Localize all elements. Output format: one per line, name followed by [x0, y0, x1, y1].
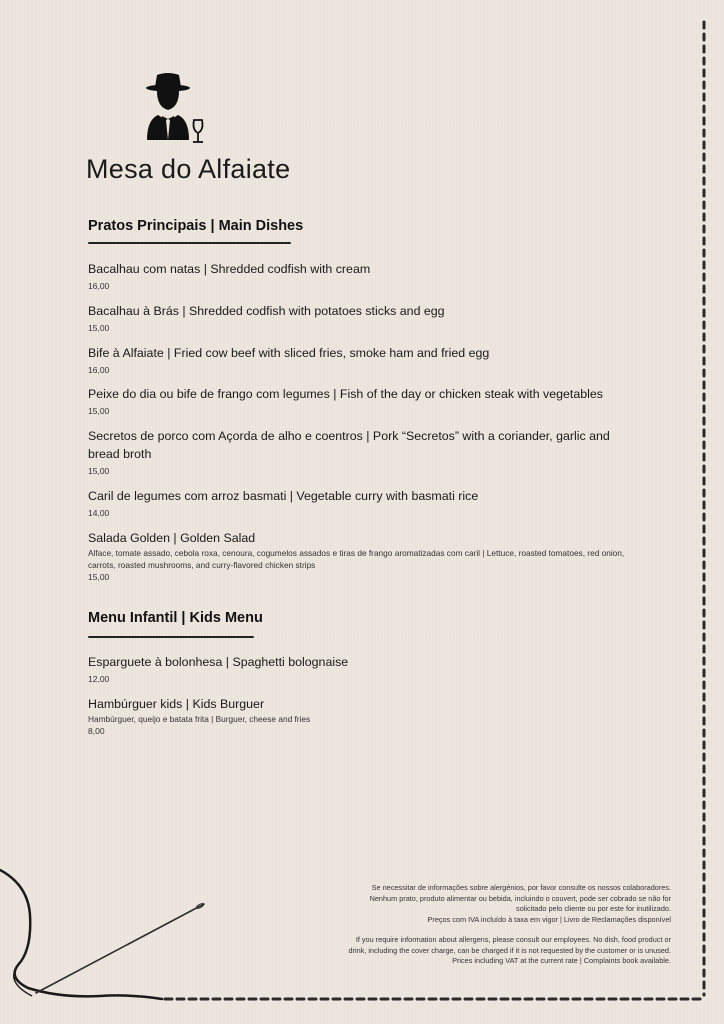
- item-name: Bacalhau à Brás | Shredded codfish with potatoes sticks and egg: [88, 304, 445, 318]
- item-description: Hambúrguer, queijo e batata frita | Burguer, cheese and fries: [88, 714, 311, 724]
- menu-item: [88, 260, 633, 292]
- notice-line: drink, including the cover charge, can be charged if it is not requested by the customer or is unused.: [348, 945, 671, 955]
- item-name: Hambúrguer kids | Kids Burguer: [88, 697, 265, 711]
- item-price: 12,00: [88, 674, 110, 684]
- menu-item: [88, 344, 633, 376]
- menu-item: [88, 302, 633, 334]
- notice-line: Preços com IVA incluído à taxa em vigor | Livro de Reclamações disponível: [427, 914, 671, 924]
- item-price: 16,00: [88, 365, 110, 375]
- item-price: 15,00: [88, 406, 110, 416]
- item-name: Secretos de porco com Açorda de alho e coentros | Pork “Secretos” with a coriander, garlic and bread broth: [88, 429, 610, 461]
- item-price: 16,00: [88, 281, 110, 291]
- section-title-kids-menu: Menu Infantil | Kids Menu: [88, 610, 263, 626]
- menu-item: [88, 487, 633, 519]
- allergen-notice-en: [349, 935, 671, 967]
- item-name: Salada Golden | Golden Salad: [88, 531, 256, 545]
- item-name: Bife à Alfaiate | Fried cow beef with sliced fries, smoke ham and fried egg: [88, 346, 490, 360]
- menu-item: [88, 695, 633, 737]
- item-name: Peixe do dia ou bife de frango com legumes | Fish of the day or chicken steak with vegetables: [88, 387, 603, 401]
- item-name: Bacalhau com natas | Shredded codfish with cream: [88, 262, 371, 276]
- item-name: Esparguete à bolonhesa | Spaghetti bolognaise: [88, 655, 349, 669]
- tailor-figure-icon: [142, 70, 214, 152]
- item-price: 14,00: [88, 508, 110, 518]
- section-divider: [88, 242, 291, 244]
- item-price: 15,00: [88, 572, 110, 582]
- menu-item: [88, 529, 633, 583]
- notice-line: Nenhum prato, produto alimentar ou bebida, incluindo o couvert, pode ser cobrado se não for: [369, 893, 671, 903]
- restaurant-name: Mesa do Alfaiate: [86, 154, 291, 184]
- item-price: 15,00: [88, 323, 110, 333]
- menu-item: [88, 385, 633, 417]
- notice-line: Se necessitar de informações sobre alergénios, por favor consulte os nossos colaboradores.: [371, 883, 671, 892]
- section-title-main-dishes: Pratos Principais | Main Dishes: [88, 218, 304, 234]
- allergen-notice-pt: [370, 883, 671, 925]
- notice-line: solicitado pelo cliente ou por este for inutilizado.: [516, 904, 671, 913]
- item-price: 8,00: [88, 726, 105, 736]
- notice-line: If you require information about allergens, please consult our employees. No dish, food product or: [355, 935, 671, 944]
- item-description: Alface, tomate assado, cebola roxa, cenoura, cogumelos assados e tiras de frango aromatizadas com caril | Lettuce, roasted tomatoes, red onion, carrots, roasted mushrooms, and curry-flavored chicken strips: [88, 548, 625, 570]
- section-divider: [88, 636, 254, 638]
- menu-item: [88, 427, 633, 477]
- menu-item: [88, 653, 633, 685]
- notice-line: Prices including VAT at the current rate | Complaints book available.: [452, 956, 671, 965]
- restaurant-logo: [86, 68, 291, 198]
- item-price: 15,00: [88, 466, 110, 476]
- item-name: Caril de legumes com arroz basmati | Vegetable curry with basmati rice: [88, 489, 479, 503]
